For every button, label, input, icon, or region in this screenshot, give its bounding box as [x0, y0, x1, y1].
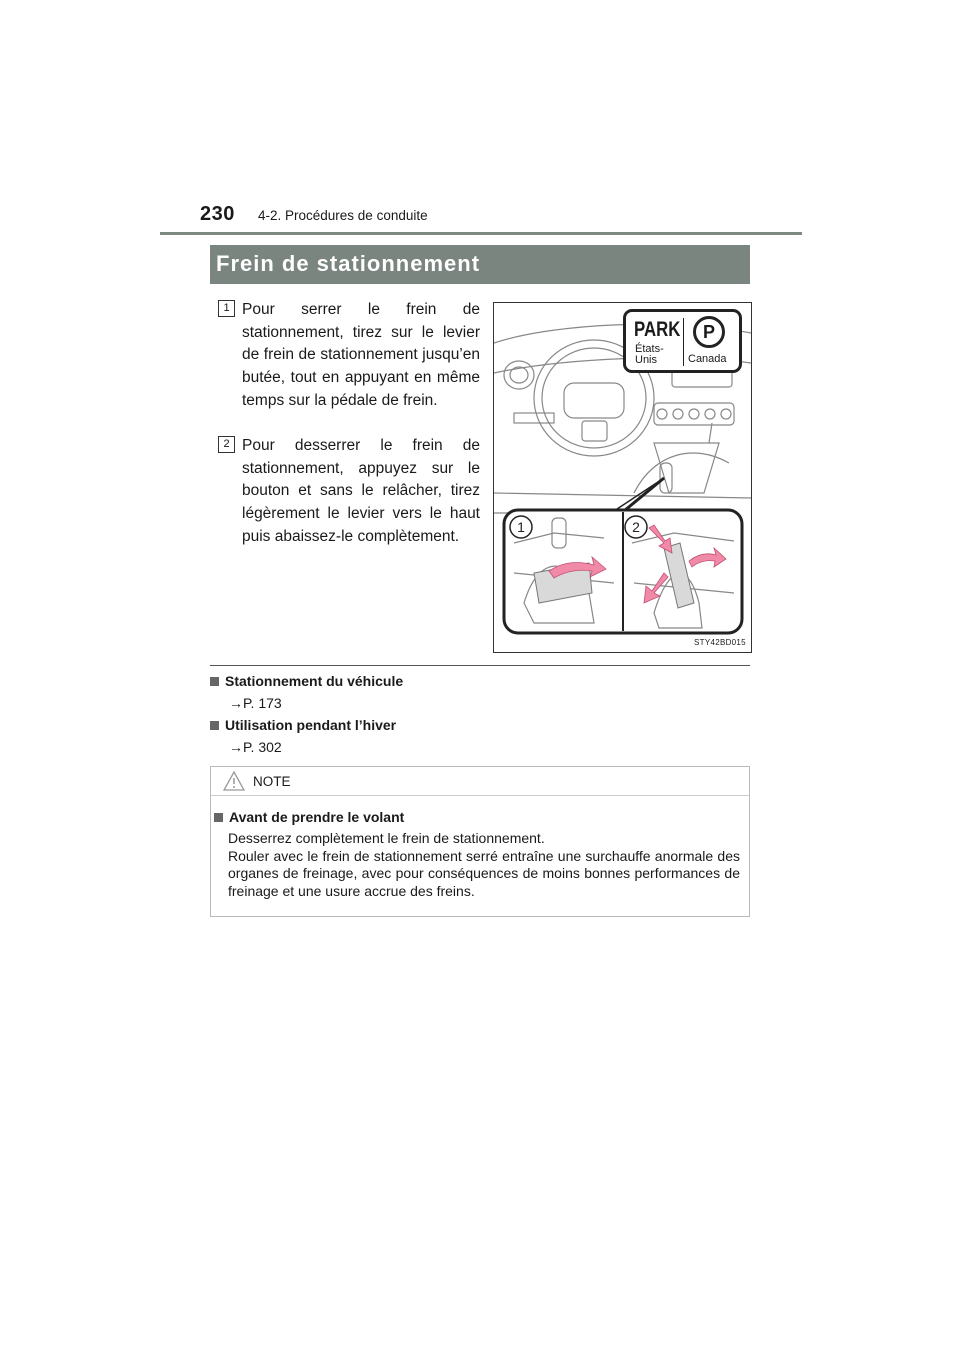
park-indicator-callout	[623, 309, 742, 373]
illustration-code: STY42BD015	[694, 638, 746, 647]
note-box	[210, 766, 750, 917]
info-item-1	[210, 673, 403, 689]
note-body	[228, 830, 740, 900]
header-rule	[160, 232, 802, 235]
parking-p-icon: P	[693, 316, 725, 348]
info-ref-2[interactable]: →P. 302	[229, 739, 282, 755]
step-text-1: Pour serrer le frein de stationnement, tirez sur le levier de frein de stationnement jusqu’en butée, tout en appuyant en même temps sur la pédale de frein.	[242, 301, 480, 409]
bullet-square-icon	[210, 721, 219, 730]
page-number: 230	[200, 203, 235, 225]
info-ref-1[interactable]: →P. 173	[229, 695, 282, 711]
callout-divider	[683, 318, 684, 366]
note-header	[211, 767, 749, 796]
info-heading-2: Utilisation pendant l’hiver	[225, 717, 397, 733]
step-number-1: 1	[218, 300, 235, 317]
bullet-square-icon	[214, 813, 223, 822]
info-item-2	[210, 717, 396, 733]
warning-icon	[223, 771, 245, 791]
inset-number-2: 2	[632, 519, 640, 535]
note-line-2: Rouler avec le frein de stationnement serré entraîne une surchauffe anormale des organes de freinage, avec pour conséquences de moins bonnes performances de freinage et une usure accrue des freins.	[228, 847, 740, 899]
inset-number-1: 1	[517, 519, 525, 535]
note-title-text: Avant de prendre le volant	[229, 809, 405, 825]
separator-rule	[210, 665, 750, 666]
us-label: États- Unis	[635, 343, 664, 366]
note-label: NOTE	[253, 774, 291, 789]
section-title: 4-2. Procédures de conduite	[258, 208, 428, 223]
step-number-2: 2	[218, 436, 235, 453]
canada-label: Canada	[688, 353, 727, 365]
page-title: Frein de stationnement	[216, 251, 481, 276]
bullet-square-icon	[210, 677, 219, 686]
title-bar	[210, 245, 750, 284]
step-text-2: Pour desserrer le frein de stationnement, appuyez sur le bouton et sans le relâcher, tirez légèrement le levier vers le haut puis abaissez-le complètement.	[242, 437, 480, 545]
note-title	[214, 809, 404, 825]
park-label: PARK	[634, 318, 681, 341]
step-1	[218, 299, 480, 413]
note-line-1: Desserrez complètement le frein de stationnement.	[228, 830, 545, 846]
info-heading-1: Stationnement du véhicule	[225, 673, 404, 689]
step-2	[218, 435, 480, 549]
